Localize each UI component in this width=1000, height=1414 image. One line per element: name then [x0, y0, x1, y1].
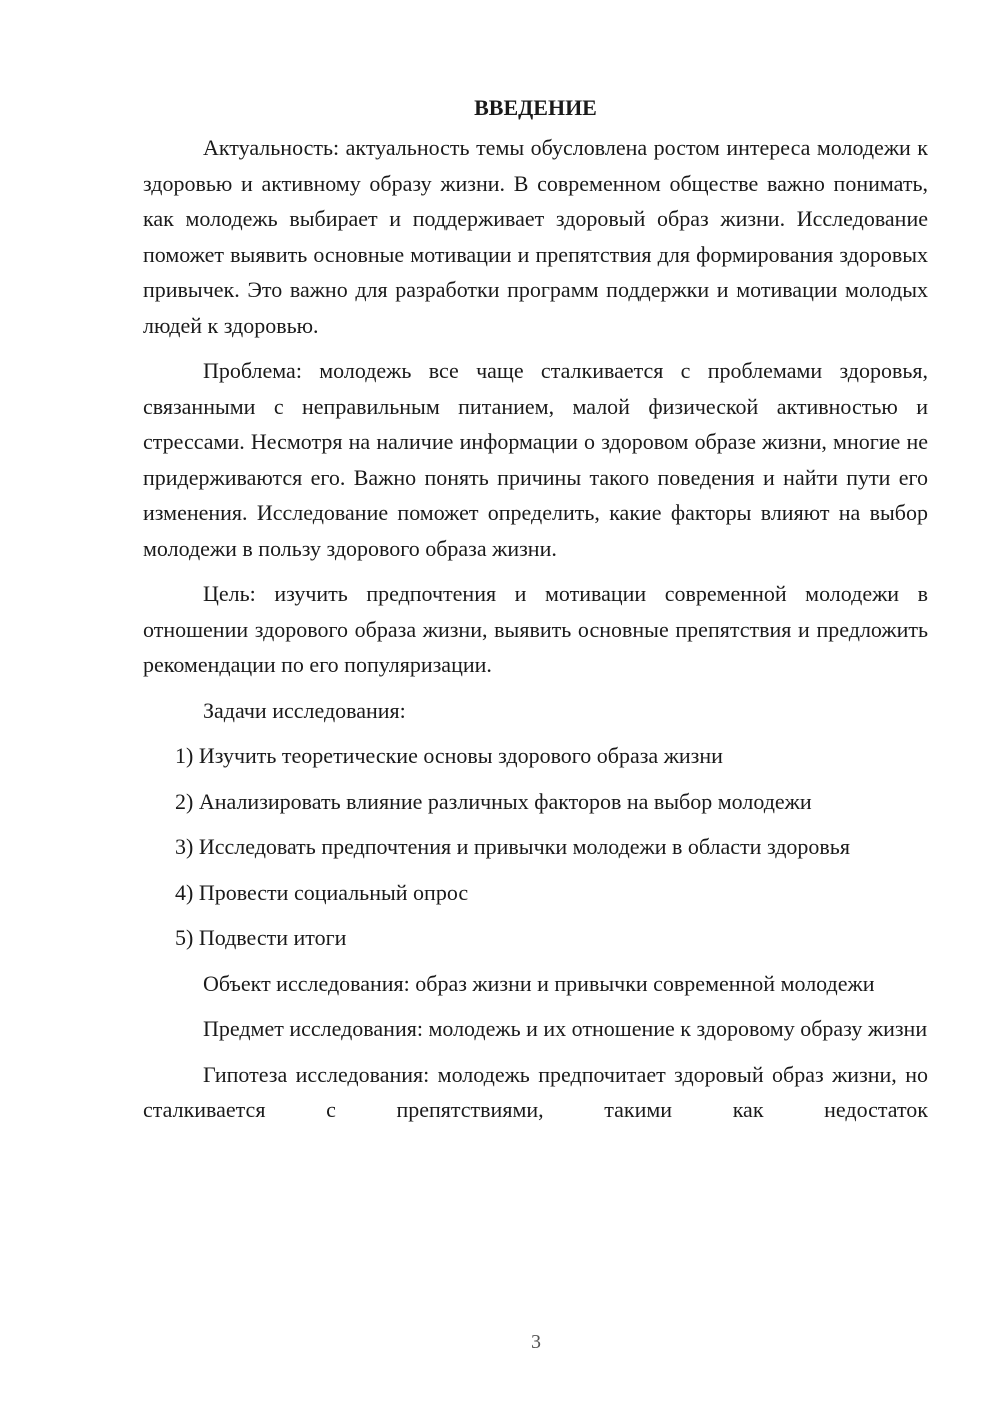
- task-item: 1) Изучить теоретические основы здорового образа жизни: [175, 743, 723, 768]
- subject-paragraph: Предмет исследования: молодежь и их отношение к здоровому образу жизни: [203, 1016, 928, 1041]
- task-item: 3) Исследовать предпочтения и привычки молодежи в области здоровья: [175, 834, 850, 859]
- object-paragraph: Объект исследования: образ жизни и привычки современной молодежи: [203, 970, 875, 996]
- section-heading: ВВЕДЕНИЕ: [474, 95, 597, 120]
- task-item: 5) Подвести итоги: [175, 925, 347, 950]
- page-number: 3: [531, 1331, 541, 1353]
- problem-paragraph: Проблема: молодежь все чаще сталкивается с проблемами здоровья, связанными с неправильным питанием, малой физической активностью и стрессами. Несмотря на наличие информации о здоровом образе жизни, многие не придерживаются его. Важно понять причины такого поведения и найти пути его изменения. Исследование поможет определить, какие факторы влияют на выбор молодежи в пользу здорового образа жизни.: [143, 358, 928, 561]
- page-content: [143, 90, 928, 1138]
- task-item: 4) Провести социальный опрос: [175, 879, 469, 905]
- tasks-title: Задачи исследования:: [203, 697, 406, 723]
- task-item: 2) Анализировать влияние различных факторов на выбор молодежи: [175, 788, 812, 814]
- relevance-paragraph: Актуальность: актуальность темы обусловлена ростом интереса молодежи к здоровью и активному образу жизни. В современном обществе важно понимать, как молодежь выбирает и поддерживает здоровый образ жизни. Исследование поможет выявить основные мотивации и препятствия для формирования здоровых привычек. Это важно для разработки программ поддержки и мотивации молодых людей к здоровью.: [143, 135, 928, 338]
- goal-paragraph: Цель: изучить предпочтения и мотивации современной молодежи в отношении здорового образа жизни, выявить основные препятствия и предложить рекомендации по его популяризации.: [143, 581, 928, 677]
- hypothesis-paragraph: Гипотеза исследования: молодежь предпочитает здоровый образ жизни, но сталкивается с препятствиями, такими как недостаток: [143, 1061, 928, 1122]
